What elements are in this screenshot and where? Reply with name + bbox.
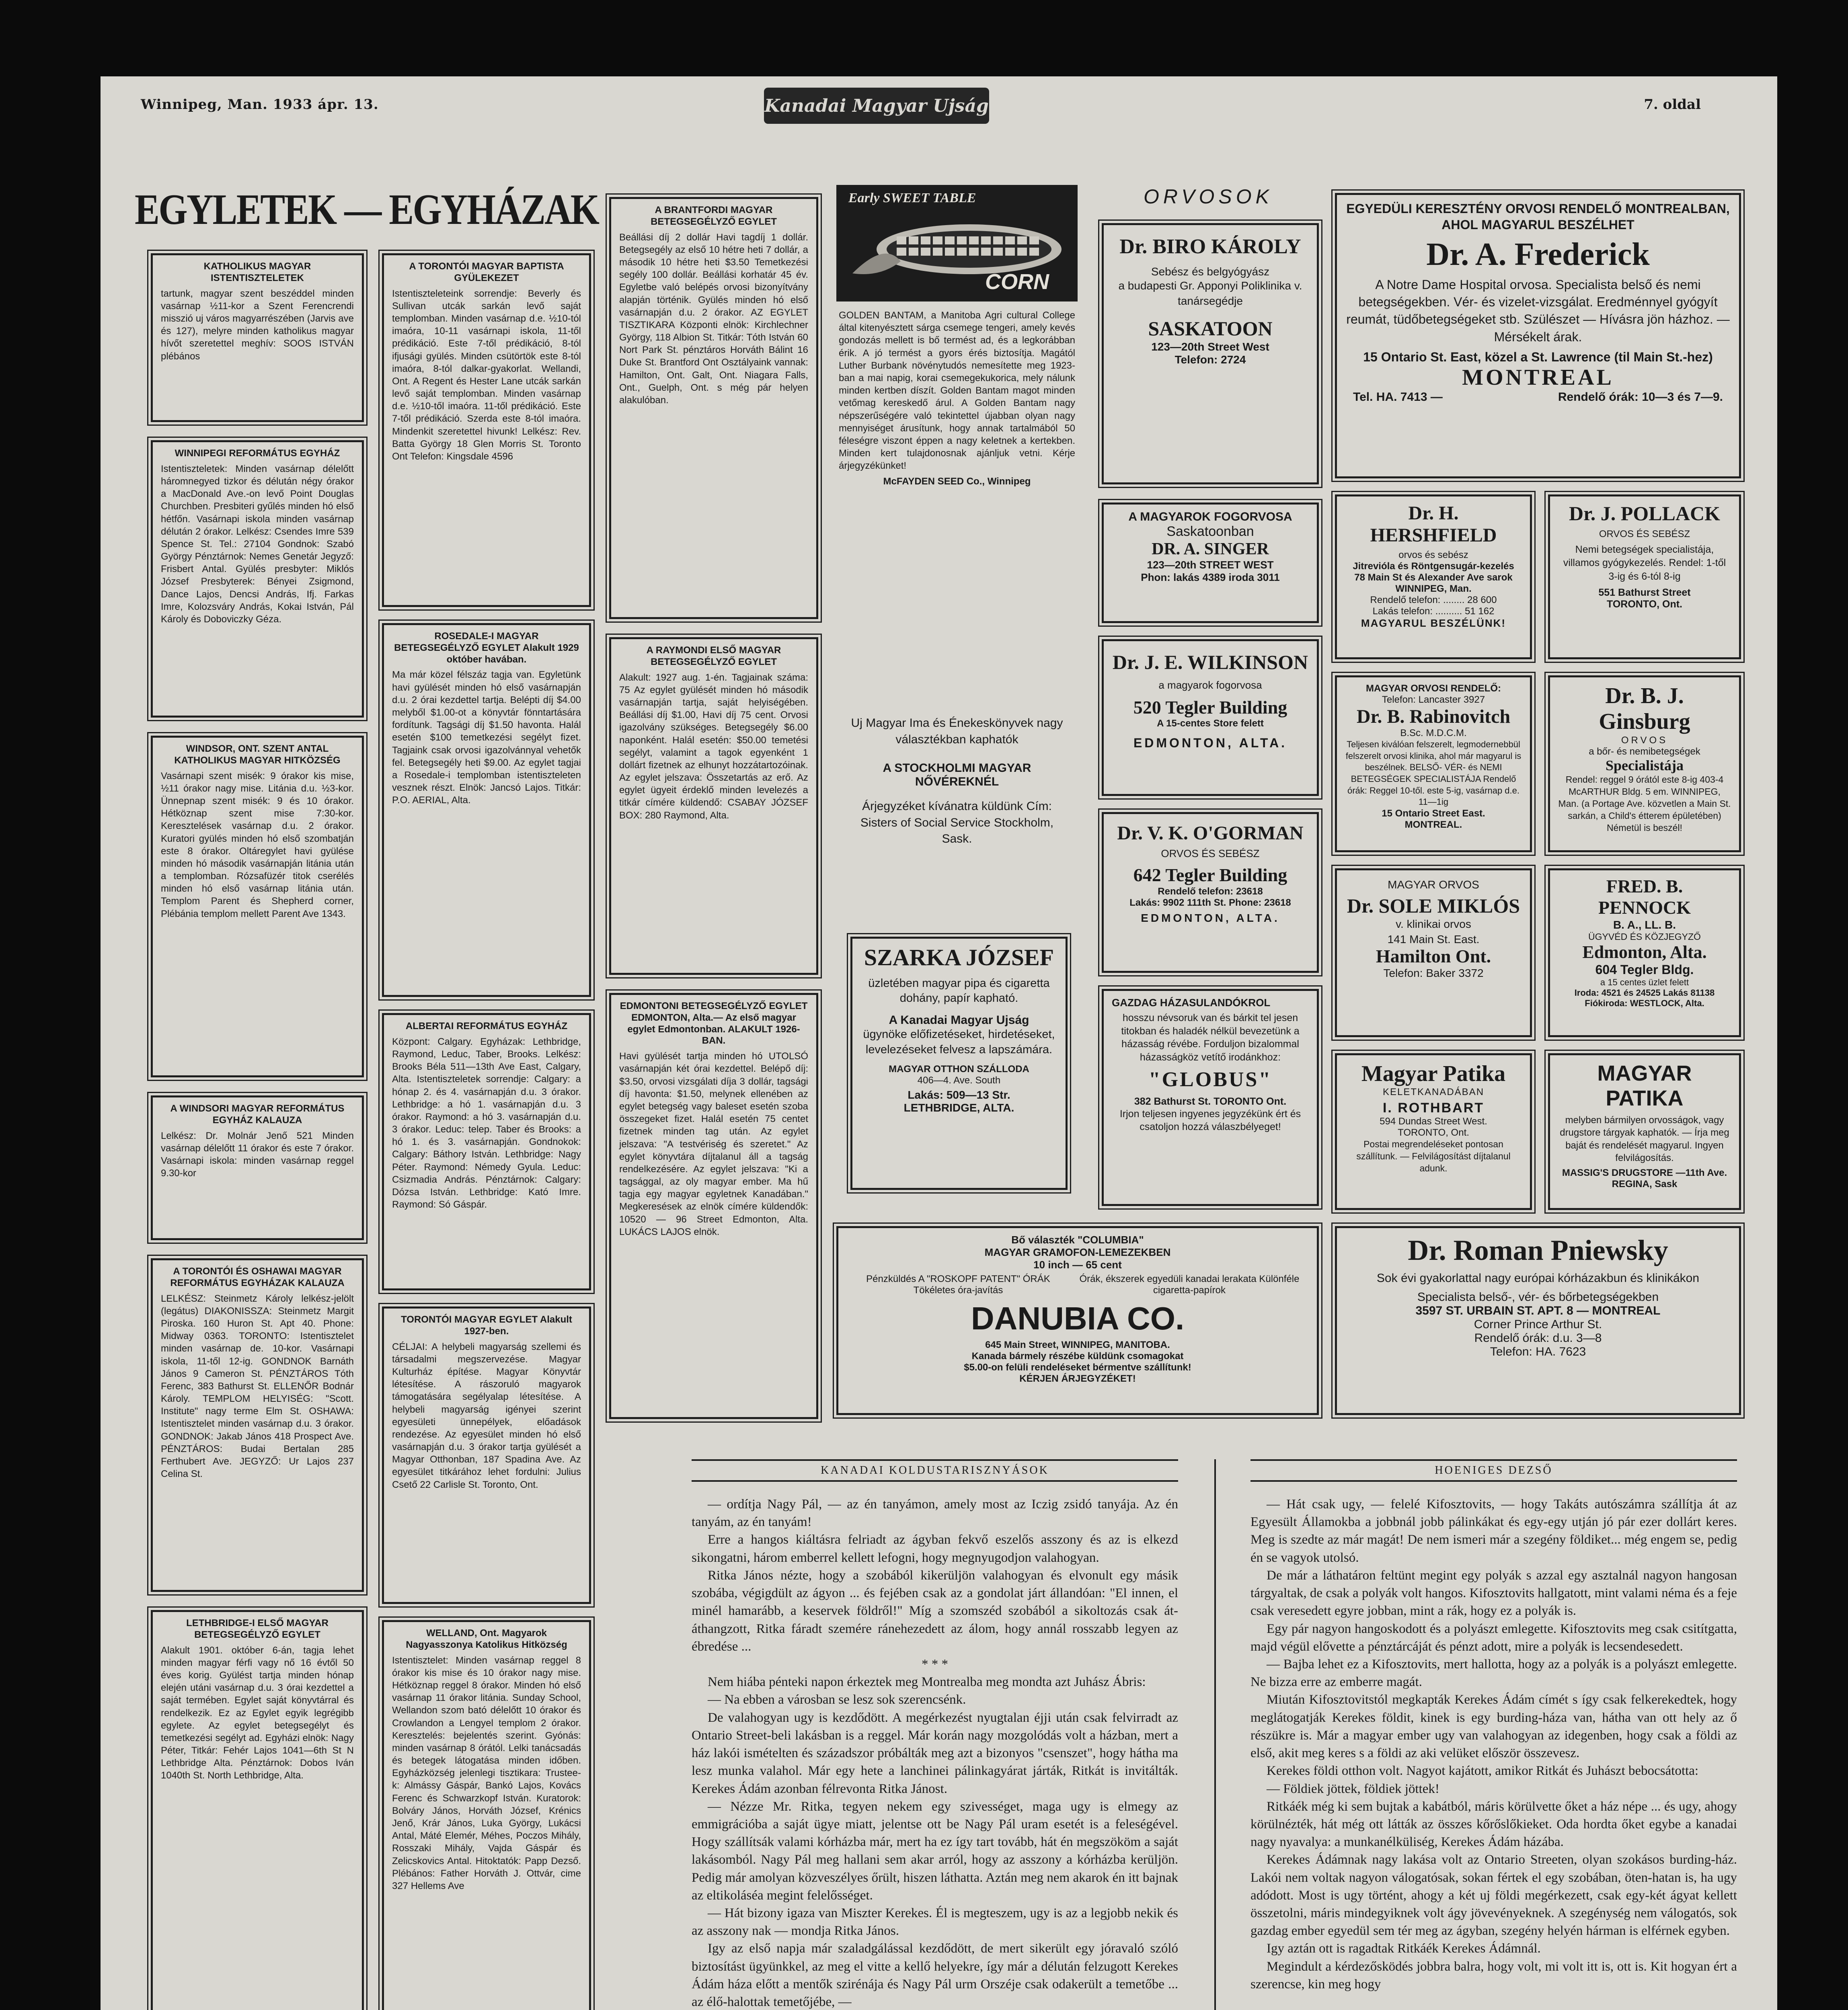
story-paragraph: Kerekes földi otthon volt. Nagyot kajátott, amikor Ritkát és Juhászt bebocsátotta: xyxy=(1267,1764,1699,1778)
danubia-ad-line: $5.00-on felüli rendeléseket bérmentve szállítunk! xyxy=(964,1362,1191,1373)
notice-body: Ma már közel félszáz tagja van. Egyletünk havi gyülését minden hó első vasárnapján d.u. 2 órai kezdettel tartja. Belépti díj $4.00 melyből $1.00-ot a könyvtár fönntartására fordítunk. Tagsági díj $1.50 havonta. Halál esetén $100 temetkezési segélyt fizet. Tagjaink csak orvosi igazolvánnyal vehetők fel. Betegsegély heti $9.00. Az egylet tagjai a Rosedale-i templomban istentiszteleten vesznek részt. Elnök: Jancsó Lajos. Titkár: P.O. AERIAL, Alta. xyxy=(392,669,581,806)
rabinovitch-header: MAGYAR ORVOSI RENDELŐ: xyxy=(1365,683,1501,694)
doctor-note: MAGYARUL BESZÉLÜNK! xyxy=(1361,617,1506,630)
doctor-address: 78 Main St és Alexander Ave sarok xyxy=(1354,572,1513,583)
doctor-ad-ginsburg xyxy=(1548,675,1741,852)
notice-box xyxy=(151,253,364,422)
doctor-ad-pniewsky xyxy=(1335,1226,1741,1415)
doctor-home-phone: Lakás: 9902 111th St. Phone: 23618 xyxy=(1129,897,1291,909)
story-paragraph: Egy pár nagyon hangoskodott és a polyászt emlegette. Kifosztovits meg csak csitítgatta, majd végül elővette a pénztárcáját és pénzt adott, mire a polyák is lecsendesedett. xyxy=(1250,1621,1737,1654)
notice-box xyxy=(151,1610,364,2010)
doctor-hours: Rendelő órák: d.u. 3—8 xyxy=(1474,1331,1602,1345)
pharmacy-ad-regina xyxy=(1548,1053,1741,1210)
lawyer-city: Edmonton, Alta. xyxy=(1582,942,1707,962)
doctor-ad-ogorman xyxy=(1102,812,1319,973)
doctor-ad-frederick xyxy=(1335,193,1741,478)
doctor-corner: Corner Prince Arthur St. xyxy=(1474,1318,1602,1331)
globus-name: "GLOBUS" xyxy=(1148,1068,1272,1091)
lawyer-degree: B. A., LL. B. xyxy=(1613,918,1676,931)
story-paragraph: — Bajba lehet ez a Kifosztovits, mert hallotta, hogy az a polyák is a polyászt emlegette. Ne bizza erre az emberre magát. xyxy=(1250,1657,1737,1690)
doctor-phone: Telefon: HA. 7623 xyxy=(1490,1345,1586,1359)
dentist-building: 520 Tegler Building xyxy=(1133,697,1287,718)
corn-ad-headline: Early SWEET TABLE xyxy=(848,191,976,205)
globus-body: hosszu névsoruk van és bárkit tel jesen titokban és haladék nélkül bevezetünk a házasság révébe. Forduljon bizalommal házasságköz vetítő irodánkhoz: xyxy=(1121,1012,1300,1063)
doctor-address: 123—20th Street West xyxy=(1151,340,1269,353)
doctor-address: 3597 ST. URBAIN ST. APT. 8 — MONTREAL xyxy=(1415,1304,1661,1318)
doctor-credentials: v. klinikai orvos xyxy=(1396,917,1471,930)
notice-body: LELKÉSZ: Steinmetz Károly lelkész-jelölt (legátus) DIAKONISSZA: Steinmetz Margit Piroska. 160 Huron St. Apt 40. Phone: Midway 0363. TORONTO: Istentisztelet minden vasárnap de. 10-kor. Vasárnapi iskola, 11-től 12-ig. GONDNOK Barnáth János 9 Cameron St. PÉNZTÁROS Tóth Ferenc, 383 Bathurst St. ELLENŐR Bodnár Károly. TEMPLOM HELYISÉG: "Scott. Institute" nagy terme Elm St. OSHAWA: Istentisztelet minden vasárnap d.u. 3 órakor. GONDNOK: Jakab János 418 Prospect Ave. PÉNZTÁROS: Budai Bertalan 285 Ferthubert Ave. JEGYZŐ: Ur Lajos 237 Celina St. xyxy=(161,1293,354,1480)
notice-title: KATHOLIKUS MAGYAR ISTENTISZTELETEK xyxy=(203,261,311,283)
story-paragraph: De már a láthatáron feltünt megint egy polyák s azzal egy asztalnál nagyon hangosan tárgyaltak, de csak a polyák volt hangos. Kifosztovits hallgatott, mint valami néma és a feje csak veresedett egyre jobban, mint a rák, hogy ez a polyák is. xyxy=(1250,1568,1737,1618)
story-header: KANADAI KOLDUSTARISZNYÁSOK xyxy=(692,1459,1178,1482)
dentist-address: 123—20th STREET WEST xyxy=(1147,559,1274,571)
globus-note: Irjon teljesen ingyenes jegyzékünk ért és csatoljon hozzá válaszbélyeget! xyxy=(1119,1108,1301,1133)
lawyer-title: ÜGYVÉD ÉS KÖZJEGYZŐ xyxy=(1588,931,1701,942)
szarka-ad-line: Lakás: 509—13 Str. xyxy=(908,1089,1010,1101)
szarka-ad-line: ügynöke előfizetéseket, hirdetéseket, levelezéseket felvesz a lapszámára. xyxy=(863,1028,1055,1056)
story-paragraph: Ritka János nézte, hogy a szobából kikerüljön valahogyan és elvonult egy másik szobába, végigdült az ágyon ... és fejében csak az a gondolat járt állandóan: "El innen, el minél hamarább, a keservek földről!" Míg a szomszéd szobából a sikoltozás csak át-áthangzott, Ritka fáradt szemére ránehezedett az álom, hogy annál rosszabb legyen az ébredése ... xyxy=(692,1568,1178,1654)
notice-title: EDMONTONI BETEGSEGÉLYZŐ EGYLET EDMONTON, Alta.— Az első magyar egylet Edmontonban. ALAKULT 1926-BAN. xyxy=(620,1001,808,1046)
dentist-note: A 15-centes Store felett xyxy=(1157,718,1264,729)
section-title: EGYLETEK — EGYHÁZAK xyxy=(135,186,599,234)
notice-box xyxy=(151,1095,364,1240)
doctor-city: TORONTO, Ont. xyxy=(1607,598,1682,610)
masthead-date: Winnipeg, Man. 1933 ápr. 13. xyxy=(141,96,379,113)
frederick-header: EGYEDÜLI KERESZTÉNY ORVOSI RENDELŐ MONTREALBAN, AHOL MAGYARUL BESZÉLHET xyxy=(1346,201,1730,232)
danubia-ad-line: Bő választék "COLUMBIA" xyxy=(1011,1234,1144,1246)
notice-body: CÉLJAI: A helybeli magyarság szellemi és társadalmi megszervezése. Magyar Kulturház építése. Magyar Könyvtár létesítése. A rászoruló magyarok támogatására segélyalap létesítése. A helybeli magyarság igényei szerint egyesületi ünnepélyek, előadások rendezése. Az egyesület minden hó első vasárnapján d.u. 3 órakor tartja gyülését a Magyar Otthonban, 187 Spadina Ave. Az egyesület titkárához lehet fordulni: Julius Csető 22 Carlisle St. Toronto, Ont. xyxy=(392,1341,581,1490)
pharmacy-address: MASSIG'S DRUGSTORE —11th Ave. REGINA, Sask xyxy=(1562,1167,1727,1190)
pharmacy-region: KELETKANADÁBAN xyxy=(1382,1087,1485,1098)
danubia-ad-line: MAGYAR GRAMOFON-LEMEZEKBEN xyxy=(984,1246,1171,1258)
story-paragraph: De valahogyan ugy is kezdődött. A megérkezést nyugtalan éjji után csak felvirradt az Ontario Street-beli lakásban is a reggel. Már korán nagy mozgolódás volt a házban, mert a ház lakói ismételten és századszor próbálták meg azt a bizonyos "csenszet", hogy hátha ma lesz munka valahol. Már egy hete a lanchinei pálinkagyárat járták, Ritkát is invitálták. Kerekes Ádám azonban félrevonta Ritka Jánost. xyxy=(692,1710,1178,1796)
doctor-title: ORVOS xyxy=(1621,734,1668,746)
notice-body: Istentisztelet: Minden vasárnap reggel 8 órakor kis mise és 10 órakor nagy mise. Hétköznap reggel 8 órakor. Minden hó első vasárnap 11 órakor litánia. Sunday School, Wellandon szom bató délelőtt 10 órakor és Crowlandon a Lengyel templom 2 órakor. Keresztelés: bejelentés szerint. Gyónás: minden vasárnap 8 órától. Lelki tanácsadás és betegek látogatása minden időben. Egyházközség jelenlegi tisztikara: Trustee-k: Almássy Gáspár, Bankó Lajos, Kovács Ferenc és Schwarzkopf István. Kuratorok: Bolváry János, Horváth József, Krénics Jenő, Krár János, Luka György, Lukácsi Antal, Máté Elemér, Méhes, Poczos Mihály, Rosszaki Mihály, Vajda Gáspár és Zelicskovics Antal. Hitoktatók: Papp Dezső. Plébános: Father Horváth J. Ottvár, cime 327 Hellems Ave xyxy=(392,1655,581,1891)
doctor-specialty: ORVOS ÉS SEBÉSZ xyxy=(1599,528,1690,539)
prayerbook-ad-body: Uj Magyar Ima és Énekeskönyvek nagy választékban kaphatók xyxy=(851,716,1063,746)
notice-title: WINNIPEGI REFORMÁTUS EGYHÁZ xyxy=(175,448,340,459)
doctor-degree: B.Sc. M.D.C.M. xyxy=(1400,728,1467,739)
story-paragraph: — Na ebben a városban se lesz sok szerencsénk. xyxy=(708,1692,966,1707)
lawyer-branch: Fiókiroda: WESTLOCK, Alta. xyxy=(1585,998,1704,1009)
dentist-name: Dr. J. E. WILKINSON xyxy=(1112,651,1308,673)
notice-body: Istentiszteletek: Minden vasárnap délelőtt háromnegyed tizkor és délután négy órakor a MacDonald Ave.-on levő Point Douglas Churchben. Presbiteri gyűlés minden hó első hétfőn. Vasárnapi iskola minden vasárnap délután 2 órakor. Lelkész: Csendes Imre 539 Spence St. Tel.: 27104 Gondnok: Szabó György Pénztárnok: Nemes Genetár Jegyző: Frisbert Antal. Gyülés presbyter: Miklós József Presbyterek: Bényei Zsigmond, Dance Lajos, Dencsi András, Ifj. Farkas Imre, Kolozsváry András, Kokai István, Pál Károly és Doboviczky Géza. xyxy=(161,463,354,625)
lawyer-address: 604 Tegler Bldg. xyxy=(1595,962,1694,977)
doctor-city: Hamilton Ont. xyxy=(1376,946,1491,966)
danubia-ad-address: 645 Main Street, WINNIPEG, MANITOBA. xyxy=(985,1339,1170,1350)
pharmacy-city: TORONTO, Ont. xyxy=(1398,1127,1469,1138)
doctor-body: Rendel: reggel 9 órától este 8-ig 403-4 McARTHUR Bldg. 5 em. WINNIPEG, Man. (a Portage Ave. közvetlen a Main St. sarkán, a Child's étterem épületében) Németül is beszél! xyxy=(1558,774,1731,833)
doctor-name: Dr. BIRO KÁROLY xyxy=(1119,235,1301,258)
story-header: HOENIGES DEZSŐ xyxy=(1250,1459,1737,1482)
story-separator: * * * xyxy=(922,1657,948,1672)
frederick-phone: Tel. HA. 7413 — xyxy=(1353,390,1443,404)
notice-box xyxy=(382,253,591,607)
dentist-specialty: a magyarok fogorvosa xyxy=(1158,679,1262,691)
globus-ad xyxy=(1102,989,1319,1206)
prayerbook-ad-title: A STOCKHOLMI MAGYAR NŐVÉREKNÉL xyxy=(883,761,1031,788)
notice-box xyxy=(382,1620,591,2010)
danubia-ad-line: 10 inch — 65 cent xyxy=(1033,1259,1122,1271)
doctor-city: WINNIPEG, Man. xyxy=(1395,583,1472,595)
notice-title: WELLAND, Ont. Magyarok Nagyasszonya Katolikus Hitközség xyxy=(406,1628,567,1650)
notice-body: Lelkész: Dr. Molnár Jenő 521 Minden vasárnap délelőtt 11 órakor és este 7 órakor. Vasárnapi iskola: minden vasárnap reggel 9.30-kor xyxy=(161,1130,354,1179)
story-paragraph: — Földiek jöttek, földiek jöttek! xyxy=(1267,1781,1439,1796)
page-number: 7. oldal xyxy=(1644,96,1701,113)
corn-ad-signature: McFAYDEN SEED Co., Winnipeg xyxy=(883,476,1031,487)
doctor-address: 141 Main St. East. xyxy=(1387,933,1480,946)
doctor-specialty: Sebész és belgyógyász xyxy=(1151,265,1270,278)
notice-body: Alakult 1901. október 6-án, tagja lehet minden magyar férfi vagy nő 16 évtől 50 éves korig. Gyülést tartja minden hónap elején utáni vasárnap d.u. 3 órai kezdettel a saját termében. Egylet saját könyvtárral és rendelkezik. Ez az Egylet egyik legrégibb egylete. Az egylet betegsegélyt és temetkezési segélyt ad. Egyházi elnök: Nagy Péter, Titkár: Fehér Lajos 1041—6th St N Lethbridge Alta. Pénztárnok: Dobos Iván 1040th St. North Lethbridge, Alta. xyxy=(161,1645,354,1781)
story-paragraph: — ordítja Nagy Pál, — az én tanyámon, amely most az Iczig zsidó tanyája. Az én tanyám, az én tanyám! xyxy=(692,1497,1178,1530)
notice-body: Központ: Calgary. Egyházak: Lethbridge, Raymond, Leduc, Taber, Brooks. Lelkész: Brooks Béla 511—13th Ave East, Calgary, Alta. Istentiszteletek sorrendje: Calgary: a hónap 2. és 4. vasárnapján d.u. 3 órakor. Lethbridge: a hó 1. vasárnapján d.u. 3 órakor. Raymond: a hó 3. vasárnapján d.u. 3 órakor. Leduc: telep. Taber és Brooks: a hó 1. és 3. vasárnapján. Gondnokok: Calgary: Báthory István. Lethbridge: Nagy Péter. Raymond: Némedy Gyula. Leduc: Csizmadia András. Pénztárnok: Calgary: Dózsa István. Lethbridge: Kató Imre. Raymond: Só Gáspár. xyxy=(392,1036,581,1210)
story-paragraph: Nem hiába pénteki napon érkeztek meg Montrealba meg mondta azt Juhász Ábris: xyxy=(708,1675,1146,1690)
story-paragraph: — Nézze Mr. Ritka, tegyen nekem egy szivességet, maga ugy is elmegy az emmigrációba a saját ügye miatt, jelentse ott be Nagy Pál uram esetét is a feleségével. Hogy szállítsák valami kórházba már, mert ha ez így tart tovább, hát én megszököm a saját lakásomból. Nagy Pál meg hallani sem akar arról, hogy az asszony a kórházba kerüljön. Pedig már amolyan közveszélyes őrült, hiszen láthatta. Aztán meg nem akarok én itt bajnak az eltikoláséa megint felelősséget. xyxy=(692,1799,1178,1903)
doctor-phone: Telefon: Baker 3372 xyxy=(1383,967,1484,980)
danubia-ad-name: DANUBIA CO. xyxy=(971,1300,1185,1336)
dentist-name: DR. A. SINGER xyxy=(1152,540,1269,558)
story-paragraph: Igy aztán ott is ragadtak Ritkáék Kerekes Ádámnál. xyxy=(1267,1941,1541,1956)
szarka-ad-line: 406—4. Ave. South xyxy=(917,1075,1001,1086)
szarka-ad-line: LETHBRIDGE, ALTA. xyxy=(903,1101,1014,1114)
notice-box xyxy=(609,637,818,975)
szarka-ad xyxy=(850,937,1068,1190)
doctor-specialty-title: Specialistája xyxy=(1606,757,1684,773)
danubia-ad-right: Órák, ékszerek egyedüli kanadai lerakata Különféle cigaretta-papírok xyxy=(1079,1274,1300,1296)
doctor-ad-hershfield xyxy=(1335,494,1532,659)
doctor-specialty: Specialista belső-, vér- és bőrbetegségekben xyxy=(1417,1290,1659,1304)
pharmacy-name: Magyar Patika xyxy=(1361,1061,1506,1086)
dentist-phone: Phon: lakás 4389 iroda 3011 xyxy=(1141,571,1280,584)
danubia-ad-left: Pénzküldés A "ROSKOPF PATENT" ÓRÁK Tökéletes óra-javítás xyxy=(866,1274,1050,1296)
story-paragraph: — Hát csak ugy, — felelé Kifosztovits, — hogy Takáts autószámra szállítja át az Egyesült Államokba a jobbnál jobb pálinkákat és egy-egy utján jó pár ezer dollárt keres. Meg is szedte az már magát! De nem ismeri már a szegény földiket... még engem se, pedig én se vagyok utolsó. xyxy=(1250,1497,1737,1565)
notice-title: A TORONTÓI ÉS OSHAWAI MAGYAR REFORMÁTUS EGYHÁZAK KALAUZA xyxy=(170,1266,345,1288)
story-paragraph: Erre a hangos kiáltásra felriadt az ágyban fekvő eszelős asszony és az is elkezd sikongatni, három emberrel kellett lefogni, hogy megnyugodjon valahogyan. xyxy=(692,1532,1178,1565)
pharmacy-body: Postai megrendeléseket pontosan szállítunk. — Felvilágosítást díjtalanul adunk. xyxy=(1356,1139,1511,1174)
notice-box xyxy=(382,1013,591,1290)
rabinovitch-phone: Telefon: Lancaster 3927 xyxy=(1382,694,1485,705)
notice-box xyxy=(151,440,364,718)
lawyer-ad-pennock xyxy=(1548,868,1741,1037)
frederick-body: A Notre Dame Hospital orvosa. Specialista belső és nemi betegségekben. Vér- és vizelet-vizsgálat. Eredménnyel gyógyít reumát, tüdőbetegségeket stb. Szülészet — Hívásra jön házhoz. — Mérsékelt árak. xyxy=(1346,277,1730,344)
notice-body: Istentiszteleteink sorrendje: Beverly és Sullivan utcák sarkán levő saját templomban. Minden vasárnap d.e. ½10-tól imaóra, 10-11 vasárnapi iskola, 11-től prédikáció. Este 7-től prédikáció, 8-tól ifjusági gyülés. Minden csütörtök este 8-tól imaóra, 8-tól dalkar-gyakorlat. Wellandi, Ont. A Regent és Hester Lane utcák sarkán levő saját templomban. Minden vasárnap d.e. ½10-től imaóra. 11-től prédikáció. Este 7-től prédikáció. Szerda este 8-tól imaóra. Mindenkit szeretettel hivunk! Lelkész: Rev. Batta György 18 Glen Morris St. Toronto Ont Telefon: Kingsdale 4596 xyxy=(392,288,581,462)
notice-title: A BRANTFORDI MAGYAR BETEGSEGÉLYZŐ EGYLET xyxy=(651,205,777,227)
frederick-address: 15 Ontario St. East, közel a St. Lawrence (til Main St.-hez) xyxy=(1363,349,1713,364)
story-text xyxy=(1250,1495,1737,2010)
globus-address: 382 Bathurst St. TORONTO Ont. xyxy=(1134,1095,1287,1107)
corn-ad-word: CORN xyxy=(985,270,1049,294)
doctor-name: Dr. V. K. O'GORMAN xyxy=(1117,822,1304,844)
notice-body: Havi gyülését tartja minden hó UTOLSÓ vasárnapján két órai kezdettel. Belépő díj: $3.50, orvosi vizsgálati díja 3 dollár, tagsági díj havonta: $1.50, melynek ellenében az egylet betegség vagy baleset esetén szoba összegeket fizet. Halál esetén 75 centet fizetnek minden tag után. Az egylet jelszava: "A testvériség és szeretet." Az egylet könyvtára díjtalanul áll a tagság rendelkezésére. Az egylet jelszava: "Ki a tagsággal, az oly magyar ember. Ma hű tagja egy magyar egyletnek Kanadában." Megkeresések az elnök címére küldendők: 10520 — 96 Street Edmonton, Alta. LUKÁCS LAJOS elnök. xyxy=(619,1051,808,1237)
story-paragraph: Igy az első napja már szaladgálással kezdődött, de mert sikerült egy jóravaló szóló biztosítást ügyünkkel, az meg el vitte a kellő helyekre, így már a délután felzugott Kerekes Ádám háza előtt a mentők szirénája és Nagy Pál urm Orszéje csak odakerült a temetőbe ... az élő-halottak temetőjébe, — xyxy=(692,1941,1178,2010)
doctors-header: ORVOSOK xyxy=(1144,185,1273,208)
doctor-specialty: ORVOS ÉS SEBÉSZ xyxy=(1161,847,1260,860)
doctor-credentials: a budapesti Gr. Apponyi Poliklinika v. tanársegédje xyxy=(1118,279,1302,307)
notice-title: A RAYMONDI ELSŐ MAGYAR BETEGSEGÉLYZŐ EGYLET xyxy=(646,645,781,667)
story-text xyxy=(692,1495,1178,2010)
globus-title: GAZDAG HÁZASULANDÓKROL xyxy=(1112,997,1271,1009)
frederick-hours: Rendelő órák: 10—3 és 7—9. xyxy=(1558,390,1723,404)
doctor-phone: Telefon: 2724 xyxy=(1175,353,1246,366)
notice-body: Beállási díj 2 dollár Havi tagdíj 1 dollár. Betegsegély az első 10 hétre heti 7 dollár, a második 10 hétre heti $3.50 Temetkezési segély 100 dollár. Beállási korhatár 45 év. Egyletbe való belépés orvosi bizonyítvány alapján történik. Gyülés minden hó első vasárnapján d.u. 2 órakor. AZ EGYLET TISZTIKARA Központi elnök: Kirchlechner György, 118 Albion St. Titkár: Tóth István 60 Nort Park St. pénztáros Horváth Bálint 16 Duke St. Brantford Ont Osztályaink vannak: Hamilton, Ont. Galt, Ont. Niagara Falls, Ont., Guelph, Ont. s még pár helyen alakulóban. xyxy=(619,232,808,406)
notice-box xyxy=(382,623,591,997)
doctor-name: Dr. B. Rabinovitch xyxy=(1356,706,1511,727)
danubia-ad xyxy=(836,1226,1319,1415)
szarka-ad-line: üzletében magyar pipa és cigaretta dohány, papír kapható. xyxy=(868,976,1050,1005)
doctor-treatment: Jitrevióla és Röntgensugár-kezelés xyxy=(1353,561,1514,572)
doctor-name: Dr. J. POLLACK xyxy=(1569,502,1720,525)
doctor-city: SASKATOON xyxy=(1148,317,1273,340)
pharmacy-owner: I. ROTHBART xyxy=(1382,1100,1485,1116)
doctor-ad-biro xyxy=(1102,223,1319,484)
doctor-home-phone: Lakás telefon: .......... 51 162 xyxy=(1372,606,1495,617)
dentist-city: Saskatoonban xyxy=(1166,524,1254,539)
notice-title: A WINDSORI MAGYAR REFORMÁTUS EGYHÁZ KALAUZA xyxy=(170,1103,345,1126)
newspaper-page xyxy=(101,76,1777,2010)
notice-title: A TORONTÓI MAGYAR BAPTISTA GYÜLEKEZET xyxy=(409,261,564,283)
notice-title: WINDSOR, ONT. SZENT ANTAL KATHOLIKUS MAGYAR HITKÖZSÉG xyxy=(174,743,341,766)
doctor-specialty: orvos és sebész xyxy=(1398,550,1468,561)
doctor-city: MONTREAL. xyxy=(1404,819,1462,830)
pharmacy-address: 594 Dundas Street West. xyxy=(1380,1116,1487,1127)
notice-box xyxy=(151,1258,364,1592)
doctor-ad-rabinovitch xyxy=(1335,675,1532,852)
doctor-name: Dr. Roman Pniewsky xyxy=(1408,1234,1668,1266)
szarka-ad-line: MAGYAR OTTHON SZÁLLODA xyxy=(889,1064,1029,1075)
story-paragraph: Miután Kifosztovitstól megkapták Kerekes Ádám címét s így csak felkerekedtek, hogy meglátogatják Kerekes földit, kinek is egy burding-háza van, hátha van ott hely az ő részükre is. Már a magyar ember ugy van valahogyan az idegenben, hogy csak a földi az első, akit meg keres s a földi az aki velüket először összevesz. xyxy=(1250,1692,1737,1761)
dentist-title: A MAGYAROK FOGORVOSA xyxy=(1128,510,1292,523)
lawyer-name: FRED. B. PENNOCK xyxy=(1598,876,1691,918)
column-rule xyxy=(1214,1459,1216,2010)
pharmacy-ad-toronto xyxy=(1335,1053,1532,1210)
doctor-building: 642 Tegler Building xyxy=(1133,865,1287,886)
danubia-ad-line: Kanada bármely részébe küldünk csomagokat xyxy=(971,1351,1184,1362)
notice-title: ALBERTAI REFORMÁTUS EGYHÁZ xyxy=(405,1021,568,1032)
prayerbook-ad xyxy=(836,710,1078,915)
story-paragraph: Ritkáék még ki sem bujtak a kabátból, máris körülvette őket a ház népe ... és ugy, ahogy körülnézték, hát még ott látták az összes kőrőslőkieket. Oda hordta őket egybe a kanadai nagy nyavalya: a munkanélküliség, Kerekes Ádám házába. xyxy=(1250,1799,1737,1850)
lawyer-note: a 15 centes üzlet felett xyxy=(1600,977,1689,988)
notice-box xyxy=(609,197,818,619)
story-paragraph: Kerekes Ádámnak nagy lakása volt az Ontario Streeten, olyan szokásos burding-ház. Lakói nem voltak nagyon válogatósak, sokan fértek el egy szobában, öten-hatan is, ha ugy adódott. Most is ugy történt, ahogy a két uj földi megérkezett, csak egy-két ágyat kellett összetolni, máris mindegyiknek volt ágy jövevényeknek. A szegénység nem válogatós, sok gazdag ember egyedül sem tér meg az ágyban, szegény helyén hárman is elférnek egyben. xyxy=(1250,1852,1737,1938)
doctor-specialty: a bőr- és nemibetegségek xyxy=(1589,746,1700,757)
pharmacy-body: melyben bármilyen orvosságok, vagy drugstore tárgyak kaphatók. — Írja meg baját és rendelését magyarul. Ingyen felvilágosítás. xyxy=(1560,1115,1729,1163)
lawyer-phone: Iroda: 4521 és 24525 Lakás 81138 xyxy=(1574,988,1715,998)
doctor-name: Dr. H. HERSHFIELD xyxy=(1370,503,1497,546)
doctor-phone: Rendelő telefon: ........ 28 600 xyxy=(1370,595,1497,606)
masthead-logo: Kanadai Magyar Ujság xyxy=(764,88,989,124)
doctor-name: Dr. SOLE MIKLÓS xyxy=(1347,894,1520,917)
doctor-phone: Rendelő telefon: 23618 xyxy=(1158,886,1263,897)
szarka-ad-line: A Kanadai Magyar Ujság xyxy=(889,1013,1029,1027)
corn-ad-body: GOLDEN BANTAM, a Manitoba Agri cultural College által kitenyésztett sárga csemege tengeri, amely kevés gondozás mellett is bő termést ad, és a legkorábban érik. A jó termést a gyors érés biztosítja. Magától Luther Burbank növénytudós nemesítette meg 1923-ban a mai napig, korai csemegekukorica, mely nálunk minden kertben díszít. Golden Bantam magot minden vetőmag kereskedő árul. A Golden Bantam nagy népszerűségére való tekintettel újabban olyan nagy mennyiséget árusítunk, hogy annak tartalmából 50 féleségre viszont éppen a nagy keletnek a kertekben. Minden kert tulajdonosnak ajánljuk vetni. Kérje árjegyzékünket! xyxy=(839,310,1075,472)
doctor-body: Teljesen kiválóan felszerelt, legmodernebbül felszerelt orvosi klinika, ahol már magyarul is beszélnek. BELSŐ- VÉR- és NEMI BETEGSÉGEK SPECIALISTÁJA Rendelő órák: Reggel 10-től. este 5-ig, vasárnap d.e. 11—1ig xyxy=(1345,739,1522,807)
danubia-ad-line: KÉRJEN ÁRJEGYZÉKET! xyxy=(1019,1373,1136,1384)
notice-title: TORONTÓI MAGYAR EGYLET Alakult 1927-ben. xyxy=(401,1314,572,1337)
notice-title: ROSEDALE-I MAGYAR BETEGSEGÉLYZŐ EGYLET Alakult 1929 október havában. xyxy=(394,631,579,665)
prayerbook-ad-contact: Árjegyzéket kívánatra küldünk Cím: Sisters of Social Service Stockholm, Sask. xyxy=(860,800,1054,845)
doctor-address: 15 Ontario Street East. xyxy=(1382,808,1485,819)
frederick-city: MONTREAL xyxy=(1462,365,1614,390)
notice-title: LETHBRIDGE-I ELSŐ MAGYAR BETEGSEGÉLYZŐ EGYLET xyxy=(186,1618,329,1640)
notice-body: Alakult: 1927 aug. 1-én. Tagjainak száma: 75 Az egylet gyülését minden hó második vasárnapján tartja, saját helyiségében. Beállási díj $1.00, Havi díj 75 cent. Orvosi igazolvány szükséges. Betegsegély $6.00 naponként. Halál esetén: $50.00 temetési segélyt, valamint a tagok egyenként 1 dollárt fizetnek az elhunyt hozzátartozóinak. Az egylet jelszava: Összetartás az erő. Az egylet ügyeit érdeklő minden levelezés a titkár címére küldendő: CSABAY JÓZSEF BOX: 280 Raymond, Alta. xyxy=(619,672,808,821)
doctor-title: MAGYAR ORVOS xyxy=(1388,878,1479,891)
pharmacy-name: MAGYAR PATIKA xyxy=(1597,1061,1692,1111)
notice-body: Vasárnapi szent misék: 9 órakor kis mise, ½11 órakor nagy mise. Litánia d.u. ½3-kor. Ünnepnap szent misék: 9 és 10 órakor. Hétköznap szent mise 7:30-kor. Keresztelések vasárnap d.u. 2 órakor. Kuratori gyülés minden hó első szombatján este 8 órakor. Oltáregylet havi gyülése minden hó második vasárnapján litánia után a templomban. Rózsafüzér titok cserélés minden hó első vasárnap litánia után. Templom Parent és Shepherd corner, Plébánia templom mellett Parent Ave 1343. xyxy=(161,770,354,919)
doctor-experience: Sok évi gyakorlattal nagy európai kórházakbun és klinikákon xyxy=(1376,1271,1700,1285)
szarka-ad-name: SZARKA JÓZSEF xyxy=(864,944,1054,970)
corn-ad xyxy=(836,185,1078,695)
doctor-ad-pollack xyxy=(1548,494,1741,659)
doctor-ad-sole xyxy=(1335,868,1532,1037)
doctor-address: 551 Bathurst Street xyxy=(1598,587,1691,598)
dentist-city: EDMONTON, ALTA. xyxy=(1133,736,1287,751)
doctor-body: Nemi betegségek specialistája, villamos gyógykezelés. Rendel: 1-től 3-ig és 6-tól 8-ig xyxy=(1563,544,1726,582)
notice-box xyxy=(382,1306,591,1604)
notice-box xyxy=(151,736,364,1077)
frederick-name: Dr. A. Frederick xyxy=(1426,237,1650,272)
masthead xyxy=(101,76,1777,133)
notice-body: tartunk, magyar szent beszéddel minden vasárnap ½11-kor a Szent Ferencrendi misszió uj város magyarrészében (Jarvis ave és 127), melyre minden katholikus magyar hívőt szeretettel meghív: SOOS ISTVÁN plébános xyxy=(161,288,354,362)
doctor-name: Dr. B. J. Ginsburg xyxy=(1599,683,1690,734)
notice-box xyxy=(609,993,818,1419)
dentist-ad-wilkinson xyxy=(1102,639,1319,796)
story-paragraph: — Hát bizony igaza van Miszter Kerekes. Él is megteszem, ugy is az a legjobb nekik és az asszony nak — mondja Ritka János. xyxy=(692,1906,1178,1938)
doctor-city: EDMONTON, ALTA. xyxy=(1141,912,1280,925)
dentist-ad-singer xyxy=(1102,503,1319,623)
story-paragraph: Megindult a kérdezősködés jobbra balra, hogy volt, mi volt itt is, ott is. Kit hogyan ért a szerencse, kin meg hogy xyxy=(1250,1959,1737,1992)
